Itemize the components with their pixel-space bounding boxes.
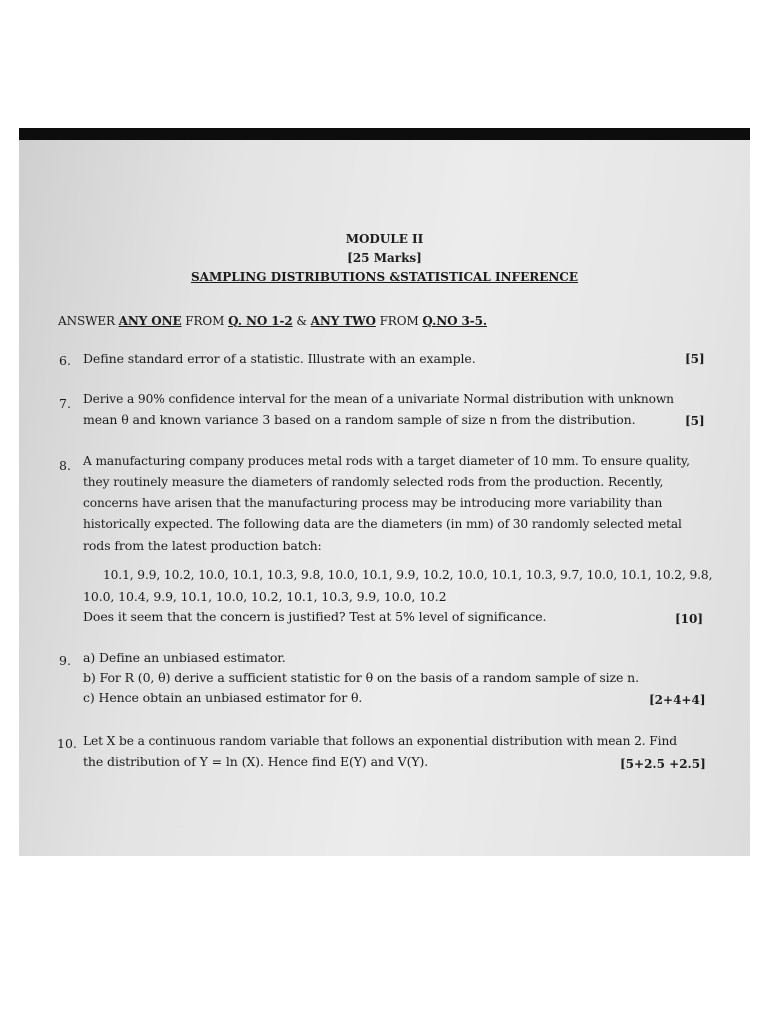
question-9-number: 9.	[59, 653, 71, 668]
question-8-line-2: they routinely measure the diameters of randomly selected rods from the production. Recently,	[83, 475, 664, 489]
question-8-number: 8.	[59, 458, 71, 473]
question-7-line-1: Derive a 90% confidence interval for the mean of a univariate Normal distribution with unknown	[83, 392, 674, 406]
instruction-from-1: FROM	[181, 314, 229, 328]
question-10-number: 10.	[57, 736, 77, 751]
instruction-from-2: FROM	[375, 314, 423, 328]
question-9-part-b: b) For R (0, θ) derive a sufficient statistic for θ on the basis of a random sample of size n.	[83, 670, 640, 685]
question-6-number: 6.	[59, 353, 71, 368]
exam-sheet	[19, 140, 750, 856]
question-9-marks: [2+4+4]	[649, 693, 706, 707]
question-9-part-c: c) Hence obtain an unbiased estimator for θ.	[83, 690, 363, 705]
question-10-marks: [5+2.5 +2.5]	[620, 757, 706, 771]
question-8-question-line: Does it seem that the concern is justified? Test at 5% level of significance.	[83, 609, 547, 624]
question-6-marks: [5]	[685, 352, 705, 366]
question-7-line-2: mean θ and known variance 3 based on a random sample of size n from the distribution.	[83, 412, 636, 427]
question-8-line-1: A manufacturing company produces metal rods with a target diameter of 10 mm. To ensure quality,	[83, 454, 690, 468]
question-6-text: Define standard error of a statistic. Illustrate with an example.	[83, 351, 476, 366]
instruction-and: &	[292, 314, 311, 328]
instruction-qno-1-2: Q. NO 1-2	[228, 314, 293, 328]
instruction-any-one: ANY ONE	[118, 314, 182, 328]
instruction-line	[58, 314, 487, 328]
question-10-line-2: the distribution of Y = ln (X). Hence find E(Y) and V(Y).	[83, 754, 429, 769]
question-8-line-5: rods from the latest production batch:	[83, 538, 322, 553]
question-7-marks: [5]	[685, 414, 705, 428]
question-8-data-line-1: 10.1, 9.9, 10.2, 10.0, 10.1, 10.3, 9.8, 10.0, 10.1, 9.9, 10.2, 10.0, 10.1, 10.3, 9.7, 10.0, 10.1, 10.2, 9.8,	[103, 568, 713, 582]
question-8-marks: [10]	[675, 612, 704, 626]
question-7-number: 7.	[59, 396, 71, 411]
module-title: MODULE II	[345, 232, 424, 246]
instruction-qno-3-5: Q.NO 3-5.	[422, 314, 487, 328]
instruction-any-two: ANY TWO	[310, 314, 376, 328]
instruction-prefix: ANSWER	[58, 314, 119, 328]
question-10-line-1: Let X be a continuous random variable that follows an exponential distribution with mean 2. Find	[83, 734, 677, 748]
module-topic: SAMPLING DISTRIBUTIONS &STATISTICAL INFERENCE	[190, 270, 579, 284]
question-8-data-line-2: 10.0, 10.4, 9.9, 10.1, 10.0, 10.2, 10.1, 10.3, 9.9, 10.0, 10.2	[83, 589, 447, 604]
question-9-part-a: a) Define an unbiased estimator.	[83, 650, 286, 665]
module-marks: [25 Marks]	[347, 251, 422, 265]
question-8-line-3: concerns have arisen that the manufacturing process may be introducing more variability than	[83, 496, 663, 510]
question-8-line-4: historically expected. The following data are the diameters (in mm) of 30 randomly selected metal	[83, 517, 682, 531]
